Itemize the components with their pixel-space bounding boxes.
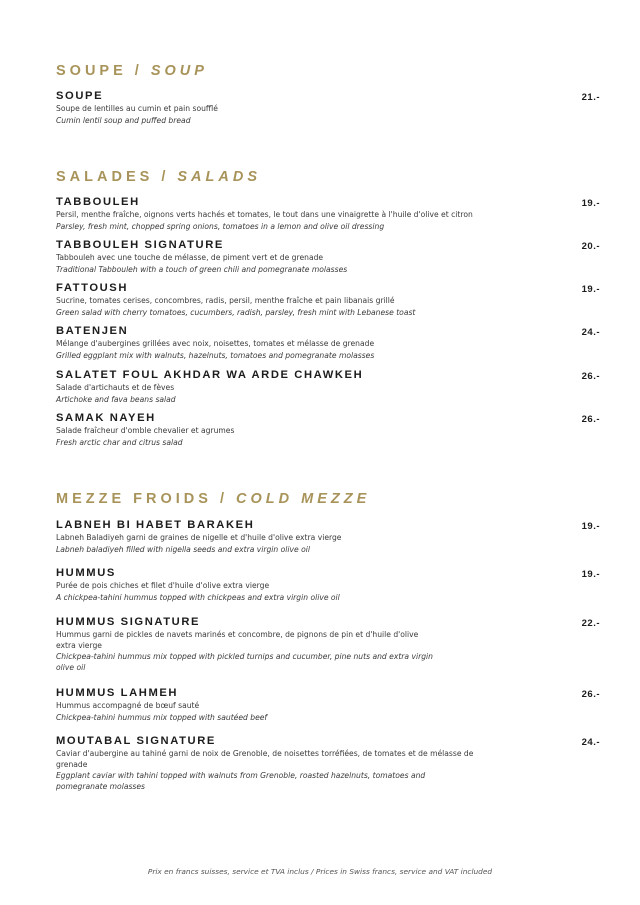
item-name: LABNEH BI HABET BARAKEH: [56, 519, 255, 531]
item-desc-fr: Salade d'artichauts et de fèves: [56, 383, 175, 392]
section-title-soup: SOUPE / SOUP: [56, 63, 208, 79]
item-desc-fr: Sucrine, tomates cerises, concombres, radis, persil, menthe fraîche et pain libanais grillé: [56, 296, 395, 305]
item-desc-en: Cumin lentil soup and puffed bread: [56, 115, 191, 125]
item-desc-en: Artichoke and fava beans salad: [56, 394, 176, 404]
menu-item: [56, 411, 606, 448]
item-desc-en: Green salad with cherry tomatoes, cucumbers, radish, parsley, fresh mint with Lebanese toast: [56, 307, 416, 317]
menu-item: [56, 195, 606, 232]
item-price: 26.-: [581, 689, 600, 700]
item-name: TABBOULEH: [56, 196, 140, 208]
section-title-salads: SALADES / SALADS: [56, 169, 261, 185]
menu-item: [56, 686, 606, 723]
item-desc-en: Chickpea-tahini hummus mix topped with sautéed beef: [56, 712, 268, 722]
item-desc-fr: Salade fraîcheur d'omble chevalier et agrumes: [56, 426, 235, 435]
item-desc-fr: Purée de pois chiches et filet d'huile d'olive extra vierge: [56, 581, 270, 590]
item-desc-fr: Mélange d'aubergines grillées avec noix, noisettes, tomates et mélasse de grenade: [56, 339, 375, 348]
item-price: 26.-: [581, 414, 600, 425]
item-price: 22.-: [581, 618, 600, 629]
menu-item: [56, 238, 606, 275]
item-name: HUMMUS LAHMEH: [56, 687, 179, 699]
item-name: TABBOULEH SIGNATURE: [56, 239, 224, 251]
item-desc-en: Grilled eggplant mix with walnuts, hazelnuts, tomatoes and pomegranate molasses: [56, 350, 375, 360]
item-price: 19.-: [581, 569, 600, 580]
item-name: HUMMUS: [56, 567, 116, 579]
item-desc-fr: Persil, menthe fraîche, oignons verts hachés et tomates, le tout dans une vinaigrette à l'huile d'olive et citron: [56, 210, 473, 219]
item-desc-en: Parsley, fresh mint, chopped spring onions, tomatoes in a lemon and olive oil dressing: [56, 221, 385, 231]
item-name: HUMMUS SIGNATURE: [56, 616, 201, 628]
price-footnote: Prix en francs suisses, service et TVA inclus / Prices in Swiss francs, service and VAT included: [147, 867, 493, 876]
item-price: 19.-: [581, 521, 600, 532]
menu-item: [56, 615, 606, 673]
item-desc-en: Traditional Tabbouleh with a touch of green chili and pomegranate molasses: [56, 264, 348, 274]
menu-item: [56, 518, 606, 555]
item-desc-fr: Labneh Baladiyeh garni de graines de nigelle et d'huile d'olive extra vierge: [56, 533, 342, 542]
item-desc-fr: Soupe de lentilles au cumin et pain soufflé: [56, 104, 218, 113]
menu-item: [56, 734, 606, 792]
menu-item: [56, 89, 606, 126]
item-name: BATENJEN: [56, 325, 129, 337]
item-price: 24.-: [581, 737, 600, 748]
item-desc-en: Chickpea-tahini hummus mix topped with pickled turnips and cucumber, pine nuts and extra virgin olive oil: [56, 652, 433, 672]
menu-item: [56, 566, 606, 603]
item-name: SALATET FOUL AKHDAR WA ARDE CHAWKEH: [56, 369, 364, 381]
menu-item: [56, 281, 606, 318]
item-desc-en: Eggplant caviar with tahini topped with walnuts from Grenoble, roasted hazelnuts, tomatoes and pomegranate molasses: [56, 771, 426, 791]
item-desc-fr: Hummus garni de pickles de navets marinés et concombre, de pignons de pin et d'huile d'olive extra vierge: [56, 630, 419, 650]
item-price: 26.-: [581, 371, 600, 382]
item-name: SOUPE: [56, 90, 104, 102]
item-desc-en: Fresh arctic char and citrus salad: [56, 437, 183, 447]
item-name: SAMAK NAYEH: [56, 412, 156, 424]
item-desc-fr: Hummus accompagné de bœuf sauté: [56, 701, 200, 710]
menu-item: [56, 324, 606, 361]
item-price: 19.-: [581, 284, 600, 295]
item-price: 24.-: [581, 327, 600, 338]
menu-item: [56, 368, 606, 405]
item-name: FATTOUSH: [56, 282, 129, 294]
item-desc-en: A chickpea-tahini hummus topped with chickpeas and extra virgin olive oil: [56, 592, 340, 602]
item-name: MOUTABAL SIGNATURE: [56, 735, 216, 747]
item-price: 19.-: [581, 198, 600, 209]
item-price: 21.-: [581, 92, 600, 103]
item-desc-fr: Caviar d'aubergine au tahiné garni de noix de Grenoble, de noisettes torréfiées, de tomates et de mélasse de grenade: [56, 749, 474, 769]
item-price: 20.-: [581, 241, 600, 252]
item-desc-en: Labneh baladiyeh filled with nigella seeds and extra virgin olive oil: [56, 544, 310, 554]
section-title-cold-mezze: MEZZE FROIDS / COLD MEZZE: [56, 491, 371, 507]
item-desc-fr: Tabbouleh avec une touche de mélasse, de piment vert et de grenade: [56, 253, 324, 262]
